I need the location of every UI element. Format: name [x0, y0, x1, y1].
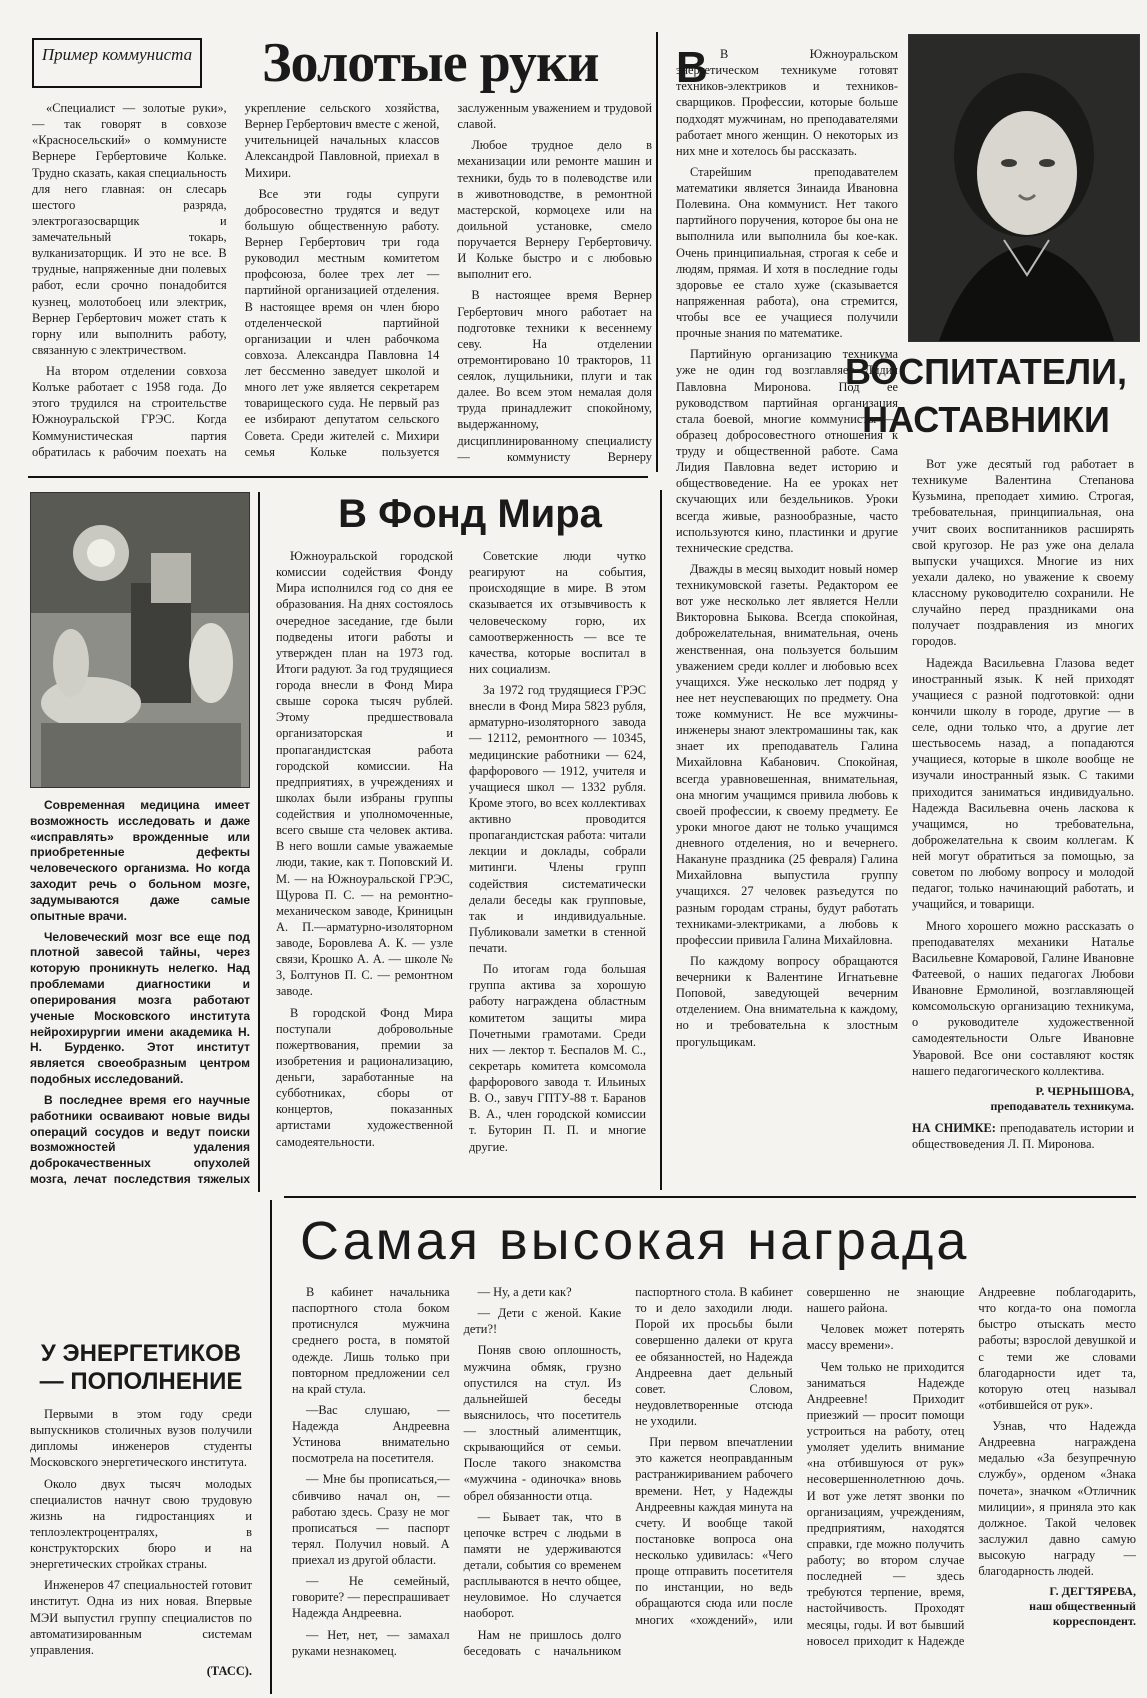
article1-title: Золотые руки	[262, 32, 599, 94]
article2-author-title: преподаватель техникума.	[990, 1098, 1134, 1113]
article4-paragraph: — Бывает так, что в цепочке встреч с людьми в памяти не удерживаются детали, события со временем расплываются в нечто общее, неуловимое. Но случается наоборот.	[463, 1509, 622, 1621]
article4-paragraph: Человек может потерять массу времени».	[806, 1322, 965, 1353]
article4-paragraph: В кабинет начальника паспортного стола боком протиснулся мужчина среднего роста, в помятой одежде. Лишь только при повторном предложении сел на край стула.	[292, 1285, 450, 1396]
energy-credit: (ТАСС).	[206, 1663, 252, 1678]
article3-body	[276, 548, 646, 1184]
article1-paragraph: В настоящее время Вернер Гербертович много работает на подготовке техники к весеннему севу. На отделении отремонтировано 10 тракторов, 11 сеялок, лущильники, плуги и так далее. Во всем этом немалая доля труда принадлежит спокойному, выдержанному, дисциплинированному специалисту — коммунисту Вернеру	[457, 288, 652, 464]
energy-body	[30, 1406, 252, 1696]
medicine-paragraph: Современная медицина имеет возможность исследовать и даже «исправлять» врожденные или приобретенные дефекты человеческого организма. Но когда заходит речь о больном мозге, задумываются даже самые опытные врачи.	[30, 798, 250, 923]
article4-paragraph: Узнав, что Надежда Андреевна награждена медалью «За безупречную службу», орденом «Знака почета», значком «Отличник милиции», я приняла это как должное. Такой человек заслужил давно самую высокую награду — благодарность людей.	[978, 1419, 1136, 1579]
article4-author: Г. ДЕГТЯРЕВА,	[1049, 1584, 1136, 1599]
article4-signature	[978, 1584, 1136, 1629]
article1-body	[32, 100, 652, 470]
article2-paragraph: Дважды в месяц выходит новый номер техникумовской газеты. Редактором ее вот уже несколько лет является Нелли Викторовна Быкова. Всегда спокойная, доброжелательная, внимательная, очень женственная, она пользуется большим уважением среди коллег и любовью всех учащихся. Уже несколько лет подряд у нее нет неуспевающих по предмету. Она тоже коммунист. Не все мужчины-инженеры знают электромашины так, как знает их преподаватель Галина Михайловна Кабанович. Спокойная, всегда уравновешенная, внимательная, она многим учащимся привила любовь к своей профессии, к своему предмету. Ее уроки многое дают не только учащимся дневного отделения, но и вечернего. Накануне праздника (25 февраля) Галина Михайловна выпустила группу учащихся. 27 человек разъедутся по разным городам страны, будут работать техниками-электриками, а любовь к профессии привила Галина Михайловна.	[676, 561, 898, 947]
energy-paragraph: Первыми в этом году среди выпускников столичных вузов получили дипломы инженеров студенты Московского энергетического института.	[30, 1407, 252, 1470]
article2-signature	[912, 1084, 1134, 1114]
article2-paragraph: Старейшим преподавателем математики является Зинаида Ивановна Полевина. Она коммунист. Нет такого партийного поручения, которое бы она не выполнила или выполнила бы кое-как. Очень принципиальная, строгая к себе и людям, прямая. И хотя в последние годы здоровье ее стало хуже (сказывается напряженная работа), она стремится, чтобы все ее учащиеся получили прочные знания по математике.	[676, 164, 898, 341]
article3-paragraph: За 1972 год трудящиеся ГРЭС внесли в Фонд Мира 5823 рубля, арматурно-изоляторного завода — 12112, ремонтного — 10345, медицинские работники — 624, фарфорового — 1912, учителя и учащиеся школ — 1332 рубля. Кроме этого, во всех коллективах активно проводится пропагандистская работа: читали лекции и доклады, собрали митинги. Члены групп содействия систематически делали беседы как групповые, так и индивидуальные. Публиковали заметки в стенной печати.	[469, 683, 646, 955]
article4-paragraph: —Вас слушаю, — Надежда Андреевна Устинова внимательно посмотрела на посетителя.	[292, 1402, 450, 1466]
article2-paragraph: В Южноуральском энергетическом техникуме готовят техников-электриков и техников-сварщиков. Профессии, которые больше подходят мужчинам, но преподавателями работает много женщин. О некоторых из них мне и хотелось бы рассказать.	[676, 47, 898, 158]
column-divider	[656, 32, 658, 472]
article1-paragraph: На втором отделении совхоза Колъке работает с 1958 года. До этого трудился на строительстве Южноуральской ГРЭС. Когда Коммунистическая партия обратилась к рабочим поехать на укрепление сельского хозяйства, Вернер Гербертович вместе с женой, учительницей начальных классов Александрой Павловной, приехал в Михири.	[32, 101, 440, 459]
article2-paragraph: Вот уже десятый год работает в техникуме Валентина Степанова Кузьмина, преподает химию. Строгая, требовательная, принципиальная, она учит своих воспитанников расширять свой кругозор. Не раз уже она делала выпуски учащихся. Многие из них уехали далеко, но уважение к своему классному руководителю сохранили. Не случайно перед праздниками она получает поздравления из многих городов.	[912, 457, 1134, 649]
medicine-paragraph: Человеческий мозг все еще под плотной завесой тайны, через которую проникнуть нелегко. Над проблемами диагностики и оперирования мозга работают ученые Московского института нейрохирургии имени академика Н. Н. Бурденко. Этот институт является своеобразным центром подобных исследований.	[30, 929, 250, 1087]
article2-paragraph: По каждому вопросу обращаются вечерники к Валентине Игнатьевне Поповой, заведующей вечерним отделением. Она внимательна к каждому, но и требовательна к злостным прогульщикам.	[676, 953, 898, 1049]
article2-col1	[676, 43, 898, 1182]
article1-paragraph: «Специалист — золотые руки», — так говорят в совхозе «Красносельский» о коммунисте Вернере Гербертовиче Кольке. Трудно сказать, какая специальность для него главная: он слесарь шестого разряда, электрогазосварщик и замечательный токарь, вулканизаторщик. И это не все. В трудные, напряженные дни полевых работ, если срочно понадобится кузнец, молотобоец или электрик, Вернер Гербертович может стать к горну или выполнить работу, связанную с электричеством.	[32, 101, 227, 357]
article3-paragraph: Советские люди чутко реагируют на события, происходящие в мире. В этом сказывается их отзывчивость к человеческому горю, их самоотверженность — все те качества, которые воспитал в них социализм.	[469, 549, 646, 676]
article4-paragraph: — Мне бы прописаться,—сбивчиво начал он, — работаю здесь. Сразу не мог прописаться — паспорт терял. Получил новый. А приехал из другой области.	[292, 1472, 450, 1567]
article3-paragraph: В городской Фонд Мира поступали добровольные пожертвования, премии за изобретения и рационализацию, деньги, заработанные на субботниках, сборы от концертов, показанных артистами художественной самодеятельности.	[276, 1005, 453, 1149]
article2-author: Р. ЧЕРНЫШОВА,	[1035, 1083, 1134, 1098]
article2-photo-caption	[912, 1120, 1134, 1152]
column-divider	[660, 490, 662, 1190]
article1-paragraph: Любое трудное дело в механизации или ремонте машин и техники, будь то в полеводстве или в животноводстве, в ремонтной мастерской, кормоцехе или на доильной установке, смело поручается Вернеру Гербертовичу. И Кольке быстро и с любовью выполнит его.	[457, 138, 652, 282]
article4-paragraph: — Нет, нет, — замахал руками незнакомец.	[292, 1627, 450, 1658]
article4-paragraph: Нам не пришлось долго беседовать с начальником паспортного стола. В кабинет то и дело заходили люди. Порой их просьбы были совершенно далеки от круга ее обязанностей, но Надежда Андреевна дает дельный совет. Словом, неудовлетворенные отсюда не уходили.	[463, 1285, 793, 1658]
article3-paragraph: Южноуральской городской комиссии содействия Фонду Мира исполнился год со дня ее образования. На днях состоялось очередное заседание, где были подведены итоги работы и утвержден план на 1973 год. Итоги радуют. За год трудящиеся города внесли в Фонд Мира свыше сорока тысяч рублей. Этому предшествовала организаторская и пропагандистская работа городской комиссии. На предприятиях, в учреждениях и школах были избраны группы содействия и уполномоченные, всего свыше ста человек актива. В него вошли самые уважаемые люди, такие, как т. Поповский И. М. — на Южноуральской ГРЭС, Щурова П. С. — на ремонтно-механическом заводе, Криницын А. П.—арматурно-изоляторном заводе, Боровлева А. К. — узле связи, Крошко А. А. — школе № 3, Болтунов П. С. — ремонтном заводе.	[276, 549, 453, 999]
medicine-photo	[30, 492, 250, 788]
article4-paragraph: При первом впечатлении это кажется неоправданным растранжириванием рабочего времени. Нет, у Надежды Андреевны каждая минута на счету. И вообще такой постановке вопроса она несколько удивилась: «Чего проще отправить посетителя по инстанции, но ведь обращаются сюда или после многих «хождений», или совершенно не знающие нашего района.	[635, 1285, 965, 1627]
dropcap: В	[676, 43, 708, 92]
article4-paragraph: — Дети с женой. Какие дети?!	[463, 1306, 622, 1337]
article3-title: В Фонд Мира	[338, 492, 602, 536]
section-divider	[284, 1196, 1136, 1198]
portrait-image	[909, 35, 1139, 341]
article4-body	[292, 1284, 1136, 1692]
article2-caption-label: НА СНИМКЕ:	[912, 1120, 996, 1135]
section-divider	[28, 476, 648, 478]
medicine-paragraph: В последнее время его научные работники осваивают новые виды операций сосудов и ведут поиски возможностей удаления доброкачественных опухолей мозга, лечат последствия тяжелых	[30, 1092, 250, 1187]
article3-paragraph: По итогам года большая группа актива за хорошую работу награждена областным комитетом защиты мира Почетными грамотами. Среди них — лектор т. Беспалов М. С., секретарь комитета комсомола фарфорового завода т. Ильиных В. О., завуч ГПТУ-88 т. Баранов В. А., член городской комиссии т. Буторин П. П. и многие другие.	[469, 962, 646, 1154]
energy-title: У ЭНЕРГЕТИКОВ— ПОПОЛНЕНИЕ	[39, 1340, 243, 1395]
article1-paragraph: Все эти годы супруги добросовестно трудятся и ведут большую общественную работу. Вернер Гербертович три года руководил местным комитетом профсоюза, более трех лет — партийной организацией отделения. В настоящее время он член бюро отделенческой партийной организации и член рабочкома совхоза. Александра Павловна 14 лет бессменно заведует школой и много лет уже является секретарем товарищеского суда. Не первый раз ее избирают депутатом сельского Совета. Среди жителей с. Михири семья Кольке пользуется заслуженным уважением и трудовой славой.	[244, 101, 652, 459]
article2-paragraph: Много хорошего можно рассказать о преподавателях механики Наталье Васильевне Комаровой, Галине Ивановне Фатеевой, о наших педагогах Любови Ивановне Ермолиной, возглавляющей комсомольскую организацию техникума, о руководителе художественной самодеятельности Ольге Ивановне Уваровой. Все они составляют костяк нашего педагогического коллектива.	[912, 918, 1134, 1078]
medicine-body	[30, 798, 250, 1188]
article4-paragraph: Поняв свою оплошность, мужчина обмяк, грузно опустился на стул. Из дальнейшей беседы выяснилось, что посетитель — злостный алиментщик, скрывающийся от семьи. После такого знакомства «мужчина - одиночка» вновь обрел обязанности отца.	[463, 1343, 622, 1503]
article2-col2	[912, 456, 1134, 1178]
energy-box	[30, 1196, 252, 1216]
energy-paragraph: Инженеров 47 специальностей готовит институт. Одна из них новая. Впервые МЭИ выпустил группу специалистов по автоматизированным системам управления.	[30, 1578, 252, 1657]
portrait-photo	[908, 34, 1140, 342]
article4-paragraph: — Не семейный, говорите? — переспрашивает Надежда Андреевна.	[292, 1574, 450, 1621]
article4-author-title: наш общественный корреспондент.	[1029, 1599, 1136, 1629]
article2-title-text: ВОСПИТАТЕЛИ, НАСТАВНИКИ	[845, 351, 1127, 440]
column-divider	[270, 1200, 272, 1694]
rubric-box	[32, 38, 202, 88]
energy-paragraph: Около двух тысяч молодых специалистов начнут свою трудовую жизнь на гидростанциях и теплоэлектроцентралях, в конструкторских бюро и на энергетических стройках страны.	[30, 1476, 252, 1572]
article4-paragraph: Чем только не приходится заниматься Надежде Андреевне! Приходит приезжий — просит помощи устроиться на работу, отец умоляет уделить внимание «на отбившуюся от рук» несовершеннолетнюю дочь. И вот уже летят звонки по организациям, учреждениям, предприятиям, находятся справки, где можно получить работу; во втором случае последней — здесь требуются терпение, время, настойчивость. Проходят месяцы, годы. И вот бывший новосел приходит к Надежде Андреевне поблагодарить, что когда-то она помогла быстро отыскать место работы; взрослой девушкой и с теми же словами благодарности идет та, которую отец называл «отбившейся от рук».	[806, 1285, 1136, 1648]
article4-paragraph: — Ну, а дети как?	[477, 1285, 572, 1299]
medicine-image	[31, 493, 249, 787]
article4-title: Самая высокая награда	[300, 1211, 970, 1271]
article2-caption-text: преподаватель истории и обществоведения Л. П. Миронова.	[912, 1120, 1134, 1151]
rubric-text: Пример коммуниста	[41, 45, 193, 64]
article2-paragraph: Партийную организацию техникума уже не один год возглавляет Лидия Павловна Миронова. Под ее руководством партийная организация стала боевой, многие коммунисты — образец добросовестного отношения к труду и общественной работе. Сама Лидия Павловна ведет историю и обществоведение. На ее уроках нет скучающих или бездельников. Уроки всегда живые, разнообразные, часто используются кино, пластинки и другие технические средства.	[676, 347, 898, 555]
article2-paragraph: Надежда Васильевна Глазова ведет иностранный язык. К ней приходят учащиеся с разной подготовкой: одни кончили школу в городе, другие — в селе, одни только что, а другие лет шестьвосемь назад, а попадаются учащиеся, которые в школе вообще не изучали иностранный язык. С такими приходится заниматься индивидуально. Надежда Васильевна очень ласкова к учащимся, но требовательна, доброжелательна к своим коллегам. К ней могут обратиться за помощью, за советом по любому вопросу и молодой педагог, только начинающий работать, и учащийся, и товарищи.	[912, 655, 1134, 912]
column-divider	[258, 492, 260, 1192]
